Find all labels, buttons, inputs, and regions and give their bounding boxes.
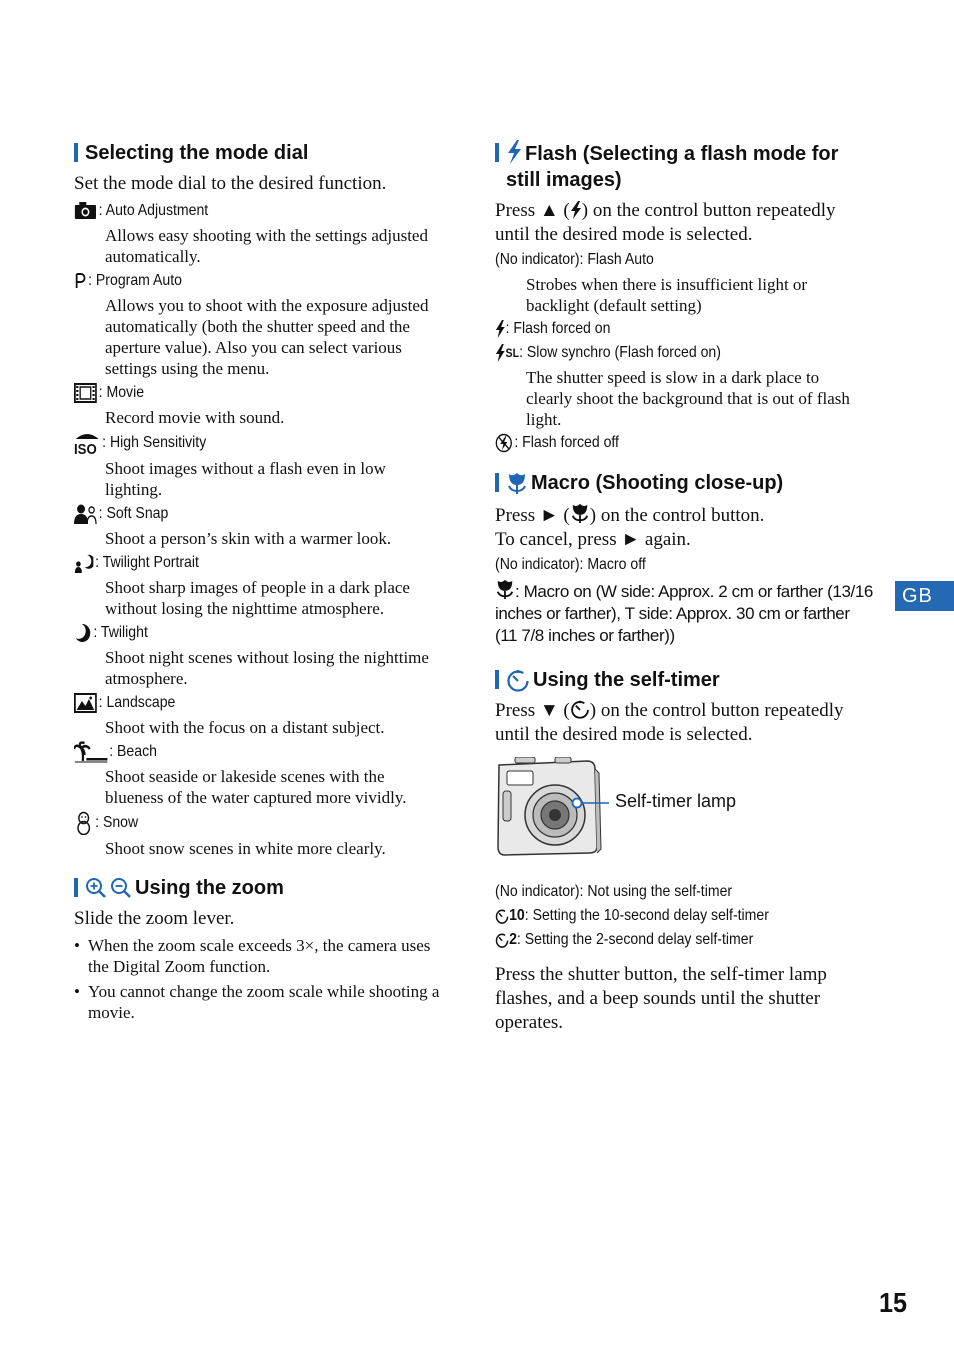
mode-description: Allows easy shooting with the settings adjusted automatically. (105, 226, 428, 266)
flash-bolt-icon (506, 140, 522, 164)
language-tab: GB (895, 581, 954, 611)
flash-slow-synchro: SL : Slow synchro (Flash forced on) (495, 342, 822, 364)
zoom-out-icon (110, 875, 132, 901)
camera-illustration (495, 757, 867, 875)
macro-cancel: To cancel, press ► again. (495, 529, 691, 550)
zoom-notes (74, 935, 446, 1023)
flash-auto-description: Strobes when there is insufficient light or backlight (default setting) (526, 275, 808, 315)
heading-text: Using the self-timer (533, 669, 720, 691)
zoom-in-icon (85, 875, 107, 901)
mode-soft-snap: : Soft Snap (74, 503, 401, 525)
mode-landscape: : Landscape (74, 692, 401, 714)
heading-bar (495, 473, 499, 492)
self-timer-icon (506, 667, 530, 693)
slow-synchro-abbr: SL (505, 346, 520, 360)
heading-text: Using the zoom (135, 877, 284, 899)
flash-bolt-icon (570, 201, 582, 219)
flash-off-icon (495, 433, 514, 453)
section-heading-zoom (74, 875, 446, 901)
section-heading-flash (495, 140, 867, 193)
landscape-icon (74, 693, 97, 713)
zoom-intro: Slide the zoom lever. (74, 908, 235, 929)
mode-movie: : Movie (74, 382, 401, 404)
flash-no-indicator: (No indicator): Flash Auto (495, 251, 654, 268)
flash-instruction: Press ▲ ( ) on the control button repeatedly until the desired mode is selected. (495, 200, 836, 245)
macro-tulip-icon (506, 470, 528, 496)
mode-description: Shoot snow scenes in white more clearly. (105, 839, 386, 858)
mode-description: Shoot a person’s skin with a warmer look. (105, 529, 392, 548)
iso-high-sensitivity-icon (74, 431, 100, 455)
heading-text: Flash (Selecting a flash mode for still images) (506, 143, 839, 191)
self-timer-lamp-label: Self-timer lamp (615, 791, 737, 811)
mode-beach: : Beach (74, 741, 401, 763)
list-item: • When the zoom scale exceeds 3×, the camera uses the Digital Zoom function. (74, 935, 446, 977)
heading-bar (74, 143, 78, 162)
soft-snap-icon (74, 503, 97, 525)
macro-tulip-icon (570, 502, 590, 524)
svg-text:ISO: ISO (74, 440, 97, 455)
heading-bar (495, 670, 499, 689)
flash-bolt-icon (495, 320, 506, 338)
heading-bar (74, 878, 78, 897)
self-timer-icon (570, 699, 590, 719)
heading-text-wrap (506, 140, 867, 193)
mode-auto-adjustment: : Auto Adjustment (74, 200, 401, 222)
mode-snow: : Snow (74, 811, 401, 835)
mode-twilight: : Twilight (74, 622, 401, 644)
section-heading-macro (495, 470, 867, 496)
page-number: 15 (879, 1287, 908, 1318)
macro-instruction: Press ► ( ) on the control button. (495, 502, 867, 528)
macro-off: (No indicator): Macro off (495, 556, 646, 573)
mode-description: Shoot sharp images of people in a dark place without losing the nighttime atmosphere. (105, 578, 410, 618)
flash-forced-off: : Flash forced off (495, 432, 822, 454)
mode-twilight-portrait: : Twilight Portrait (74, 552, 401, 574)
self-timer-icon (495, 908, 509, 924)
self-timer-instruction: Press ▼ ( ) on the control button repeatedly until the desired mode is selected. (495, 700, 844, 745)
mode-program-auto: : Program Auto (74, 270, 401, 292)
mode-description: Allows you to shoot with the exposure adjusted automatically (both the shutter speed and the aperture value). Also you can select various settings using the menu. (105, 296, 429, 378)
twilight-portrait-icon (74, 553, 93, 573)
flash-forced-on: : Flash forced on (495, 318, 822, 340)
timer-number: 10 (509, 907, 525, 924)
self-timer-2sec: 2 : Setting the 2-second delay self-timer (495, 929, 822, 951)
self-timer-10sec: 10 : Setting the 10-second delay self-timer (495, 905, 822, 927)
self-timer-icon (495, 932, 509, 948)
snowman-icon (74, 811, 93, 835)
camera-icon (74, 202, 97, 220)
heading-text: Selecting the mode dial (85, 142, 309, 164)
movie-film-icon (74, 383, 97, 403)
camera-front-diagram (495, 757, 735, 867)
timer-number: 2 (509, 931, 517, 948)
self-timer-closing: Press the shutter button, the self-timer lamp flashes, and a beep sounds until the shutter operates. (495, 964, 827, 1033)
section-heading-mode-dial (74, 140, 446, 166)
mode-dial-intro: Set the mode dial to the desired function. (74, 173, 387, 194)
right-column (495, 140, 873, 1035)
palm-beach-icon (74, 741, 107, 763)
heading-bar (495, 143, 499, 162)
section-heading-self-timer (495, 667, 867, 693)
mode-description: Shoot with the focus on a distant subject. (105, 718, 385, 737)
list-item: • You cannot change the zoom scale while shooting a movie. (74, 981, 446, 1023)
mode-description: Shoot night scenes without losing the nighttime atmosphere. (105, 648, 429, 688)
macro-tulip-icon (495, 578, 515, 600)
mode-description: Shoot seaside or lakeside scenes with the blueness of the water captured more vividly. (105, 767, 407, 807)
heading-text: Macro (Shooting close-up) (531, 472, 784, 494)
moon-icon (74, 623, 92, 643)
program-p-icon (74, 272, 86, 290)
macro-on: : Macro on (W side: Approx. 2 cm or farther (13/16 inches or farther), T side: Approx. 30 cm or farther (11 7/8 inches or farther)) (495, 578, 875, 647)
mode-description: Shoot images without a flash even in low lighting. (105, 459, 386, 499)
self-timer-off: (No indicator): Not using the self-timer (495, 883, 733, 900)
mode-high-sensitivity: ISO : High Sensitivity (74, 431, 401, 455)
mode-description: Record movie with sound. (105, 408, 285, 427)
slow-synchro-flash-icon (495, 344, 506, 362)
left-column (74, 140, 446, 1027)
slow-synchro-description: The shutter speed is slow in a dark place to clearly shoot the background that is out of flash light. (526, 368, 850, 429)
